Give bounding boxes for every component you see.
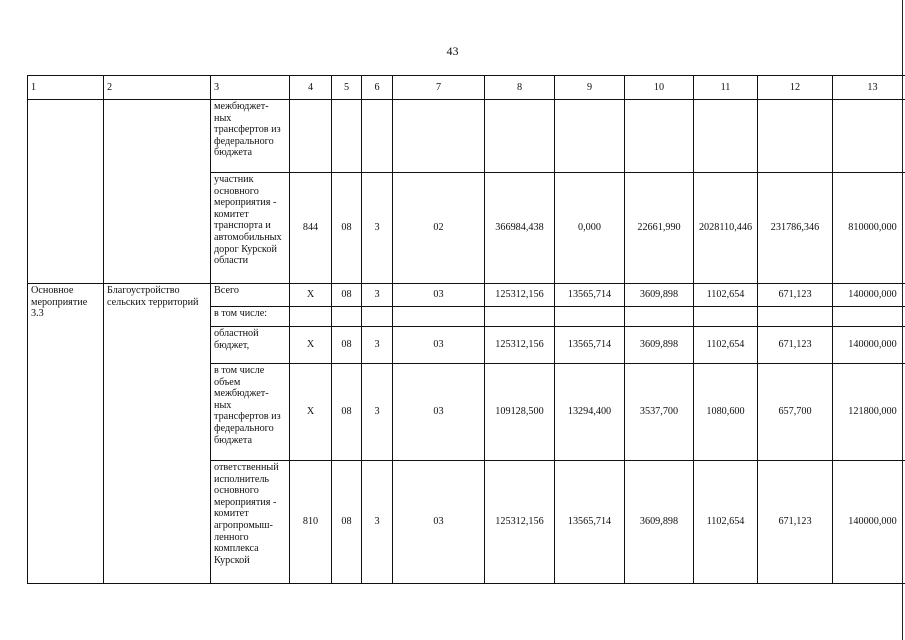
value-cell [555, 307, 625, 327]
subprogram-cell: 3 [362, 364, 393, 461]
header-cell: 2 [104, 76, 211, 100]
measure-code-cell [393, 307, 485, 327]
value-cell: 3537,700 [625, 364, 694, 461]
page-number: 43 [446, 44, 459, 58]
measure-code-cell: 02 [393, 173, 485, 284]
value-cell: 13294,400 [555, 364, 625, 461]
value-cell: 1102,654 [694, 461, 758, 584]
budget-table [27, 75, 905, 584]
value-cell: 13565,714 [555, 327, 625, 364]
executor-cell: ответственный исполнитель основного мероприятия - комитет агропромыш- ленного комплекса Курской [211, 461, 290, 584]
grbs-cell [290, 307, 332, 327]
value-cell: 671,123 [758, 461, 833, 584]
program-cell: Благоустройство сельских территорий [104, 284, 211, 584]
value-cell: 657,700 [758, 364, 833, 461]
header-cell: 12 [758, 76, 833, 100]
value-cell: 3609,898 [625, 461, 694, 584]
value-cell: 671,123 [758, 327, 833, 364]
value-cell: 3609,898 [625, 284, 694, 307]
header-cell: 3 [211, 76, 290, 100]
grbs-cell: Х [290, 364, 332, 461]
header-cell: 10 [625, 76, 694, 100]
header-cell: 5 [332, 76, 362, 100]
header-cell: 8 [485, 76, 555, 100]
value-cell: 810000,000 [833, 173, 905, 284]
measure-code-cell: 03 [393, 284, 485, 307]
section-cell [332, 307, 362, 327]
value-cell [833, 307, 905, 327]
subprogram-cell [362, 307, 393, 327]
grbs-cell: 810 [290, 461, 332, 584]
subprogram-cell: 3 [362, 461, 393, 584]
grbs-cell: 844 [290, 173, 332, 284]
value-cell [758, 100, 833, 173]
value-cell: 0,000 [555, 173, 625, 284]
value-cell [694, 307, 758, 327]
measure-code-cell [393, 100, 485, 173]
value-cell [625, 100, 694, 173]
executor-cell: Всего [211, 284, 290, 307]
value-cell [694, 100, 758, 173]
measure-cell [28, 100, 104, 284]
value-cell: 1080,600 [694, 364, 758, 461]
value-cell: 671,123 [758, 284, 833, 307]
value-cell: 109128,500 [485, 364, 555, 461]
value-cell: 13565,714 [555, 461, 625, 584]
value-cell: 121800,000 [833, 364, 905, 461]
value-cell: 13565,714 [555, 284, 625, 307]
value-cell: 231786,346 [758, 173, 833, 284]
grbs-cell: Х [290, 327, 332, 364]
section-cell: 08 [332, 327, 362, 364]
header-cell: 13 [833, 76, 905, 100]
subprogram-cell [362, 100, 393, 173]
header-cell: 4 [290, 76, 332, 100]
subprogram-cell: 3 [362, 284, 393, 307]
program-cell [104, 100, 211, 284]
value-cell: 2028110,446 [694, 173, 758, 284]
table-row [28, 100, 905, 173]
value-cell: 125312,156 [485, 461, 555, 584]
measure-cell: Основное мероприятие 3.3 [28, 284, 104, 584]
header-cell: 6 [362, 76, 393, 100]
header-cell: 9 [555, 76, 625, 100]
executor-cell: межбюджет- ных трансфертов из федерального бюджета [211, 100, 290, 173]
subprogram-cell: 3 [362, 173, 393, 284]
value-cell [625, 307, 694, 327]
subprogram-cell: 3 [362, 327, 393, 364]
table-row [28, 284, 905, 307]
value-cell: 22661,990 [625, 173, 694, 284]
value-cell: 125312,156 [485, 327, 555, 364]
value-cell [485, 307, 555, 327]
value-cell [485, 100, 555, 173]
section-cell: 08 [332, 364, 362, 461]
value-cell: 125312,156 [485, 284, 555, 307]
grbs-cell [290, 100, 332, 173]
value-cell: 140000,000 [833, 284, 905, 307]
value-cell [833, 100, 905, 173]
value-cell: 366984,438 [485, 173, 555, 284]
measure-code-cell: 03 [393, 461, 485, 584]
value-cell: 1102,654 [694, 284, 758, 307]
section-cell: 08 [332, 173, 362, 284]
value-cell: 140000,000 [833, 461, 905, 584]
value-cell: 3609,898 [625, 327, 694, 364]
grbs-cell: Х [290, 284, 332, 307]
header-cell: 1 [28, 76, 104, 100]
value-cell [758, 307, 833, 327]
executor-cell: участник основного мероприятия - комитет транспорта и автомобильных дорог Курской области [211, 173, 290, 284]
value-cell [555, 100, 625, 173]
header-cell: 7 [393, 76, 485, 100]
executor-cell: областной бюджет, [211, 327, 290, 364]
value-cell: 140000,000 [833, 327, 905, 364]
value-cell: 1102,654 [694, 327, 758, 364]
section-cell [332, 100, 362, 173]
measure-code-cell: 03 [393, 327, 485, 364]
executor-cell: в том числе: [211, 307, 290, 327]
header-row [28, 76, 905, 100]
executor-cell: в том числе объем межбюджет- ных трансфертов из федерального бюджета [211, 364, 290, 461]
section-cell: 08 [332, 284, 362, 307]
section-cell: 08 [332, 461, 362, 584]
measure-code-cell: 03 [393, 364, 485, 461]
header-cell: 11 [694, 76, 758, 100]
